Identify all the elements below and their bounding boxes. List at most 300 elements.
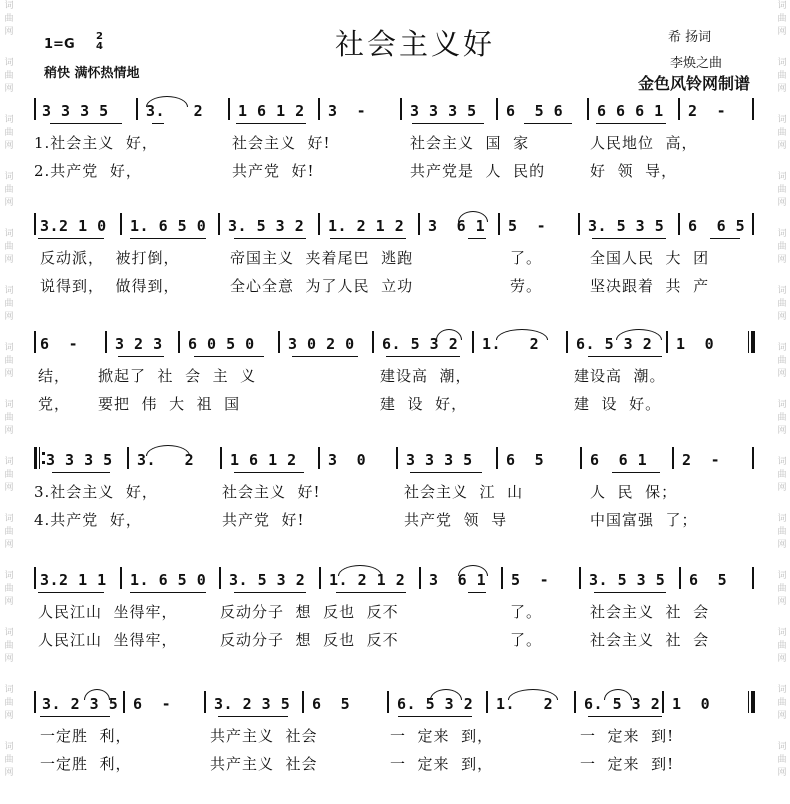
watermark-char: 网: [4, 654, 14, 664]
lyric-segment: 建设高 潮。: [574, 367, 666, 385]
lyric-segment: 掀起了 社 会 主 义: [98, 367, 257, 385]
measure-notes: 6 5: [312, 695, 351, 713]
watermark-char: 曲: [4, 527, 14, 537]
lyric-line: [0, 509, 790, 533]
beam-underline: [118, 356, 164, 357]
watermark-char: 曲: [777, 698, 787, 708]
measure-notes: 1. 2: [496, 695, 554, 713]
barline: [580, 447, 582, 469]
measure-notes: 1. 2 1 2: [329, 571, 406, 589]
tie-slur: [146, 445, 190, 456]
watermark-char: 曲: [4, 128, 14, 138]
measure-notes: 3. 2: [146, 102, 204, 120]
watermark-char: 网: [4, 426, 14, 436]
lyric-segment: 社会主义 社 会: [590, 603, 710, 621]
watermark-char: 网: [777, 654, 787, 664]
watermark-char: 曲: [777, 14, 787, 24]
watermark-char: 曲: [777, 755, 787, 765]
lyric-segment: 一定胜 利，: [40, 727, 132, 745]
repeat-start-thick: [34, 447, 37, 469]
watermark-char: 网: [4, 540, 14, 550]
music-line: [0, 563, 790, 593]
lyric-line: [0, 629, 790, 653]
lyric-segment: 3.社会主义 好，: [34, 483, 158, 501]
barline: [218, 213, 220, 235]
lyric-segment: 党，: [38, 395, 71, 413]
tie-slur: [338, 565, 382, 576]
beam-underline: [236, 123, 306, 124]
tie-slur: [508, 689, 558, 700]
lyric-segment: 结，: [38, 367, 71, 385]
lyric-segment: 建 设 好，: [380, 395, 468, 413]
measure-notes: 3. 2: [137, 451, 195, 469]
measure-notes: 3 6 1: [428, 217, 486, 235]
measure-notes: 3. 5 3 5: [589, 571, 666, 589]
watermark-char: 曲: [4, 470, 14, 480]
measure-notes: 6. 5 3 2: [397, 695, 474, 713]
watermark-char: 网: [4, 369, 14, 379]
barline: [318, 447, 320, 469]
beam-underline: [50, 123, 122, 124]
watermark-char: 网: [777, 711, 787, 721]
lyric-segment: 人民江山 坐得牢，: [38, 603, 178, 621]
measure-notes: 6 -: [40, 335, 79, 353]
lyric-segment: 要把 伟 大 祖 国: [98, 395, 241, 413]
tempo-marking: 稍快 满怀热情地: [44, 66, 140, 81]
barline: [679, 567, 681, 589]
beam-underline: [194, 356, 264, 357]
measure-notes: 3 3 3 5: [46, 451, 113, 469]
beam-underline: [398, 716, 472, 717]
lyric-line: [0, 365, 790, 389]
watermark-char: 网: [4, 711, 14, 721]
watermark-char: 网: [777, 597, 787, 607]
barline: [387, 691, 389, 713]
measure-notes: 2 -: [682, 451, 721, 469]
measure-notes: 3. 2 3 5: [214, 695, 291, 713]
barline: [472, 331, 474, 353]
beam-underline: [218, 716, 288, 717]
watermark-char: 曲: [777, 356, 787, 366]
measure-notes: 3.2 1 1: [40, 571, 107, 589]
watermark-char: 词: [4, 58, 14, 68]
beam-underline: [594, 592, 666, 593]
watermark-char: 词: [4, 400, 14, 410]
barline: [418, 213, 420, 235]
watermark-char: 词: [4, 685, 14, 695]
measure-notes: 1. 2 1 2: [328, 217, 405, 235]
tie-slur: [430, 689, 462, 700]
watermark-char: 网: [777, 426, 787, 436]
watermark-char: 词: [4, 571, 14, 581]
beam-underline: [612, 472, 660, 473]
measure-notes: 6. 5 3 2: [584, 695, 661, 713]
watermark-char: 网: [777, 312, 787, 322]
measure-notes: 6 5: [506, 451, 545, 469]
measure-notes: 1 0: [672, 695, 711, 713]
measure-notes: 6 6 6 1: [597, 102, 664, 120]
watermark-char: 词: [4, 742, 14, 752]
barline: [278, 331, 280, 353]
watermark-char: 网: [777, 483, 787, 493]
beam-underline: [468, 238, 486, 239]
lyric-segment: 社会主义 江 山: [404, 483, 524, 501]
watermark-char: 词: [4, 172, 14, 182]
meter-bottom: 4: [96, 41, 103, 52]
barline: [105, 331, 107, 353]
lyric-segment: 了。: [510, 249, 543, 267]
barline: [496, 98, 498, 120]
watermark-char: 网: [4, 312, 14, 322]
watermark-char: 网: [777, 84, 787, 94]
measure-notes: 6. 5 3 2: [382, 335, 459, 353]
barline: [136, 98, 138, 120]
watermark-char: 曲: [4, 185, 14, 195]
lyric-segment: 社会主义 好!: [222, 483, 321, 501]
lyric-segment: 一 定来 到，: [390, 755, 494, 773]
barline: [574, 691, 576, 713]
lyric-segment: 了。: [510, 631, 543, 649]
barline: [318, 213, 320, 235]
measure-notes: 1. 2: [482, 335, 540, 353]
beam-underline: [588, 356, 662, 357]
lyric-segment: 好 领 导，: [590, 162, 678, 180]
measure-notes: 1 0: [676, 335, 715, 353]
lyric-segment: 一 定来 到，: [390, 727, 494, 745]
lyric-line: [0, 601, 790, 625]
tie-slur: [146, 96, 188, 107]
lyric-segment: 人民地位 高，: [590, 134, 698, 152]
lyricist-credit: 希 扬词: [668, 30, 712, 45]
watermark-char: 词: [4, 115, 14, 125]
watermark-char: 曲: [4, 584, 14, 594]
watermark-char: 曲: [4, 698, 14, 708]
lyric-segment: 1.社会主义 好，: [34, 134, 158, 152]
lyric-segment: 一 定来 到!: [580, 755, 675, 773]
watermark-char: 词: [777, 742, 787, 752]
watermark-char: 网: [777, 198, 787, 208]
watermark-char: 曲: [777, 71, 787, 81]
lyric-segment: 帝国主义 夹着尾巴 逃跑: [230, 249, 414, 267]
watermark-char: 曲: [4, 14, 14, 24]
lyric-line: [0, 753, 790, 777]
beam-underline: [336, 592, 406, 593]
watermark-char: 曲: [4, 71, 14, 81]
watermark-char: 曲: [4, 641, 14, 651]
beam-underline: [152, 123, 164, 124]
watermark-char: 曲: [4, 413, 14, 423]
measure-notes: 6 -: [133, 695, 172, 713]
barline: [672, 447, 674, 469]
watermark-char: 网: [777, 141, 787, 151]
watermark-char: 词: [4, 457, 14, 467]
watermark-char: 词: [777, 514, 787, 524]
score-maker: 金色风铃网制谱: [638, 74, 751, 93]
lyric-line: [0, 481, 790, 505]
watermark-char: 曲: [777, 470, 787, 480]
barline: [34, 691, 36, 713]
barline: [501, 567, 503, 589]
music-line: [0, 94, 790, 124]
barline: [752, 98, 754, 120]
lyric-segment: 反动分子 想 反也 反不: [220, 631, 399, 649]
lyric-segment: 全心全意 为了人民 立功: [230, 277, 414, 295]
beam-underline: [130, 592, 206, 593]
lyric-segment: 人民江山 坐得牢，: [38, 631, 178, 649]
tie-slur: [604, 689, 632, 700]
watermark-char: 网: [777, 768, 787, 778]
measure-notes: 1. 6 5 0: [130, 217, 207, 235]
time-signature: [96, 32, 103, 52]
music-line: [0, 209, 790, 239]
watermark-char: 曲: [777, 527, 787, 537]
watermark-char: 曲: [4, 299, 14, 309]
measure-notes: 3. 5 3 5: [588, 217, 665, 235]
barline: [498, 213, 500, 235]
barline: [587, 98, 589, 120]
lyric-segment: 建 设 好。: [574, 395, 662, 413]
lyric-segment: 共产主义 社会: [210, 727, 318, 745]
beam-underline: [40, 716, 110, 717]
barline: [396, 447, 398, 469]
key-signature: 1=G: [44, 37, 75, 52]
final-barline-thick: [751, 691, 755, 713]
meter-top: 2: [96, 31, 103, 42]
barline: [372, 331, 374, 353]
barline: [319, 567, 321, 589]
lyric-segment: 共产党 领 导: [404, 511, 508, 529]
final-barline-thin: [748, 331, 749, 353]
tie-slur: [458, 565, 488, 576]
lyric-segment: 4.共产党 好，: [34, 511, 142, 529]
beam-underline: [52, 472, 110, 473]
lyric-line: [0, 393, 790, 417]
barline: [34, 567, 36, 589]
watermark-char: 词: [4, 628, 14, 638]
lyric-line: [0, 132, 790, 156]
lyric-segment: 反动派， 被打倒，: [40, 249, 180, 267]
beam-underline: [710, 238, 740, 239]
final-barline-thin: [748, 691, 749, 713]
measure-notes: 3 0 2 0: [288, 335, 355, 353]
beam-underline: [410, 472, 482, 473]
barline: [578, 213, 580, 235]
lyric-segment: 社会主义 国 家: [410, 134, 530, 152]
watermark-char: 词: [4, 514, 14, 524]
watermark-char: 网: [4, 141, 14, 151]
watermark-char: 网: [777, 540, 787, 550]
barline: [127, 447, 129, 469]
lyric-segment: 了。: [510, 603, 543, 621]
watermark-char: 曲: [777, 185, 787, 195]
watermark-char: 词: [777, 58, 787, 68]
watermark-char: 曲: [777, 413, 787, 423]
lyric-segment: 建设高 潮，: [380, 367, 472, 385]
barline: [486, 691, 488, 713]
measure-notes: 2 -: [688, 102, 727, 120]
watermark-char: 网: [4, 483, 14, 493]
barline: [123, 691, 125, 713]
lyric-segment: 说得到， 做得到，: [40, 277, 180, 295]
barline: [120, 213, 122, 235]
barline: [752, 447, 754, 469]
barline: [34, 213, 36, 235]
watermark-char: 词: [4, 286, 14, 296]
lyric-segment: 一定胜 利，: [40, 755, 132, 773]
watermark-char: 网: [777, 369, 787, 379]
measure-notes: 6 0 5 0: [188, 335, 255, 353]
beam-underline: [234, 592, 306, 593]
beam-underline: [292, 356, 358, 357]
measure-notes: 3 2 3: [115, 335, 163, 353]
barline: [120, 567, 122, 589]
barline: [752, 213, 754, 235]
lyric-segment: 2.共产党 好，: [34, 162, 142, 180]
measure-notes: 3. 5 3 2: [229, 571, 306, 589]
watermark-char: 网: [4, 768, 14, 778]
barline: [220, 447, 222, 469]
repeat-dots: [42, 452, 45, 464]
barline: [318, 98, 320, 120]
music-line: [0, 327, 790, 357]
tie-slur: [458, 211, 488, 222]
watermark-char: 词: [4, 1, 14, 11]
watermark-char: 网: [777, 27, 787, 37]
watermark-char: 词: [777, 457, 787, 467]
measure-notes: 6 6 5: [688, 217, 746, 235]
watermark-char: 网: [4, 597, 14, 607]
music-line: [0, 687, 790, 717]
watermark-char: 曲: [777, 584, 787, 594]
barline: [496, 447, 498, 469]
barline: [566, 331, 568, 353]
measure-notes: 3 3 3 5: [42, 102, 109, 120]
watermark-char: 曲: [777, 128, 787, 138]
barline: [34, 98, 36, 120]
watermark-char: 词: [4, 343, 14, 353]
repeat-start-thin: [39, 447, 40, 469]
tie-slur: [436, 329, 462, 340]
measure-notes: 3.2 1 0: [40, 217, 107, 235]
watermark-char: 网: [4, 84, 14, 94]
watermark-char: 词: [777, 685, 787, 695]
beam-underline: [38, 238, 104, 239]
measure-notes: 6 5 6: [506, 102, 564, 120]
measure-notes: 3 6 1: [429, 571, 487, 589]
barline: [400, 98, 402, 120]
watermark-char: 词: [777, 400, 787, 410]
barline: [662, 691, 664, 713]
beam-underline: [130, 238, 206, 239]
measure-notes: 3 -: [328, 102, 367, 120]
measure-notes: 3. 5 3 2: [228, 217, 305, 235]
measure-notes: 1 6 1 2: [238, 102, 305, 120]
measure-notes: 6. 5 3 2: [576, 335, 653, 353]
watermark-char: 词: [777, 343, 787, 353]
lyric-segment: 反动分子 想 反也 反不: [220, 603, 399, 621]
watermark-char: 词: [777, 1, 787, 11]
watermark-char: 词: [777, 115, 787, 125]
watermark-char: 词: [777, 571, 787, 581]
lyric-segment: 一 定来 到!: [580, 727, 675, 745]
measure-notes: 3. 2 3 5: [42, 695, 119, 713]
lyric-segment: 共产党是 人 民的: [410, 162, 546, 180]
watermark-char: 词: [777, 172, 787, 182]
beam-underline: [234, 238, 306, 239]
barline: [178, 331, 180, 353]
final-barline-thick: [751, 331, 755, 353]
beam-underline: [524, 123, 572, 124]
composer-credit: 李焕之曲: [670, 56, 723, 71]
watermark-char: 曲: [777, 242, 787, 252]
lyric-segment: 中国富强 了；: [590, 511, 698, 529]
watermark-char: 词: [4, 229, 14, 239]
barline: [678, 98, 680, 120]
watermark-char: 曲: [777, 641, 787, 651]
beam-underline: [468, 592, 486, 593]
measure-notes: 5 -: [511, 571, 550, 589]
beam-underline: [38, 592, 104, 593]
measure-notes: 1. 6 5 0: [130, 571, 207, 589]
lyric-segment: 人 民 保；: [590, 483, 678, 501]
measure-notes: 5 -: [508, 217, 547, 235]
barline: [204, 691, 206, 713]
tie-slur: [616, 329, 662, 340]
lyric-segment: 劳。: [510, 277, 543, 295]
measure-notes: 6 6 1: [590, 451, 648, 469]
song-title: 社会主义好: [334, 27, 495, 61]
beam-underline: [386, 356, 460, 357]
watermark-char: 网: [4, 198, 14, 208]
measure-notes: 3 0: [328, 451, 367, 469]
barline: [419, 567, 421, 589]
lyric-line: [0, 160, 790, 184]
barline: [678, 213, 680, 235]
music-line: [0, 443, 790, 473]
lyric-segment: 社会主义 社 会: [590, 631, 710, 649]
beam-underline: [596, 123, 666, 124]
watermark-char: 曲: [4, 356, 14, 366]
watermark-char: 网: [4, 27, 14, 37]
watermark-char: 词: [777, 628, 787, 638]
beam-underline: [412, 123, 484, 124]
watermark-char: 词: [777, 229, 787, 239]
watermark-char: 词: [777, 286, 787, 296]
lyric-line: [0, 725, 790, 749]
watermark-char: 曲: [4, 755, 14, 765]
barline: [752, 567, 754, 589]
tie-slur: [84, 689, 110, 700]
watermark-char: 曲: [777, 299, 787, 309]
barline: [666, 331, 668, 353]
measure-notes: 3 3 3 5: [410, 102, 477, 120]
barline: [219, 567, 221, 589]
lyric-line: [0, 247, 790, 271]
lyric-segment: 坚决跟着 共 产: [590, 277, 710, 295]
beam-underline: [592, 238, 666, 239]
watermark-char: 网: [4, 255, 14, 265]
watermark-char: 网: [777, 255, 787, 265]
beam-underline: [330, 238, 406, 239]
measure-notes: 6 5: [689, 571, 728, 589]
tie-slur: [496, 329, 548, 340]
measure-notes: 1 6 1 2: [230, 451, 297, 469]
lyric-segment: 共产主义 社会: [210, 755, 318, 773]
barline: [302, 691, 304, 713]
measure-notes: 3 3 3 5: [406, 451, 473, 469]
barline: [34, 331, 36, 353]
barline: [579, 567, 581, 589]
